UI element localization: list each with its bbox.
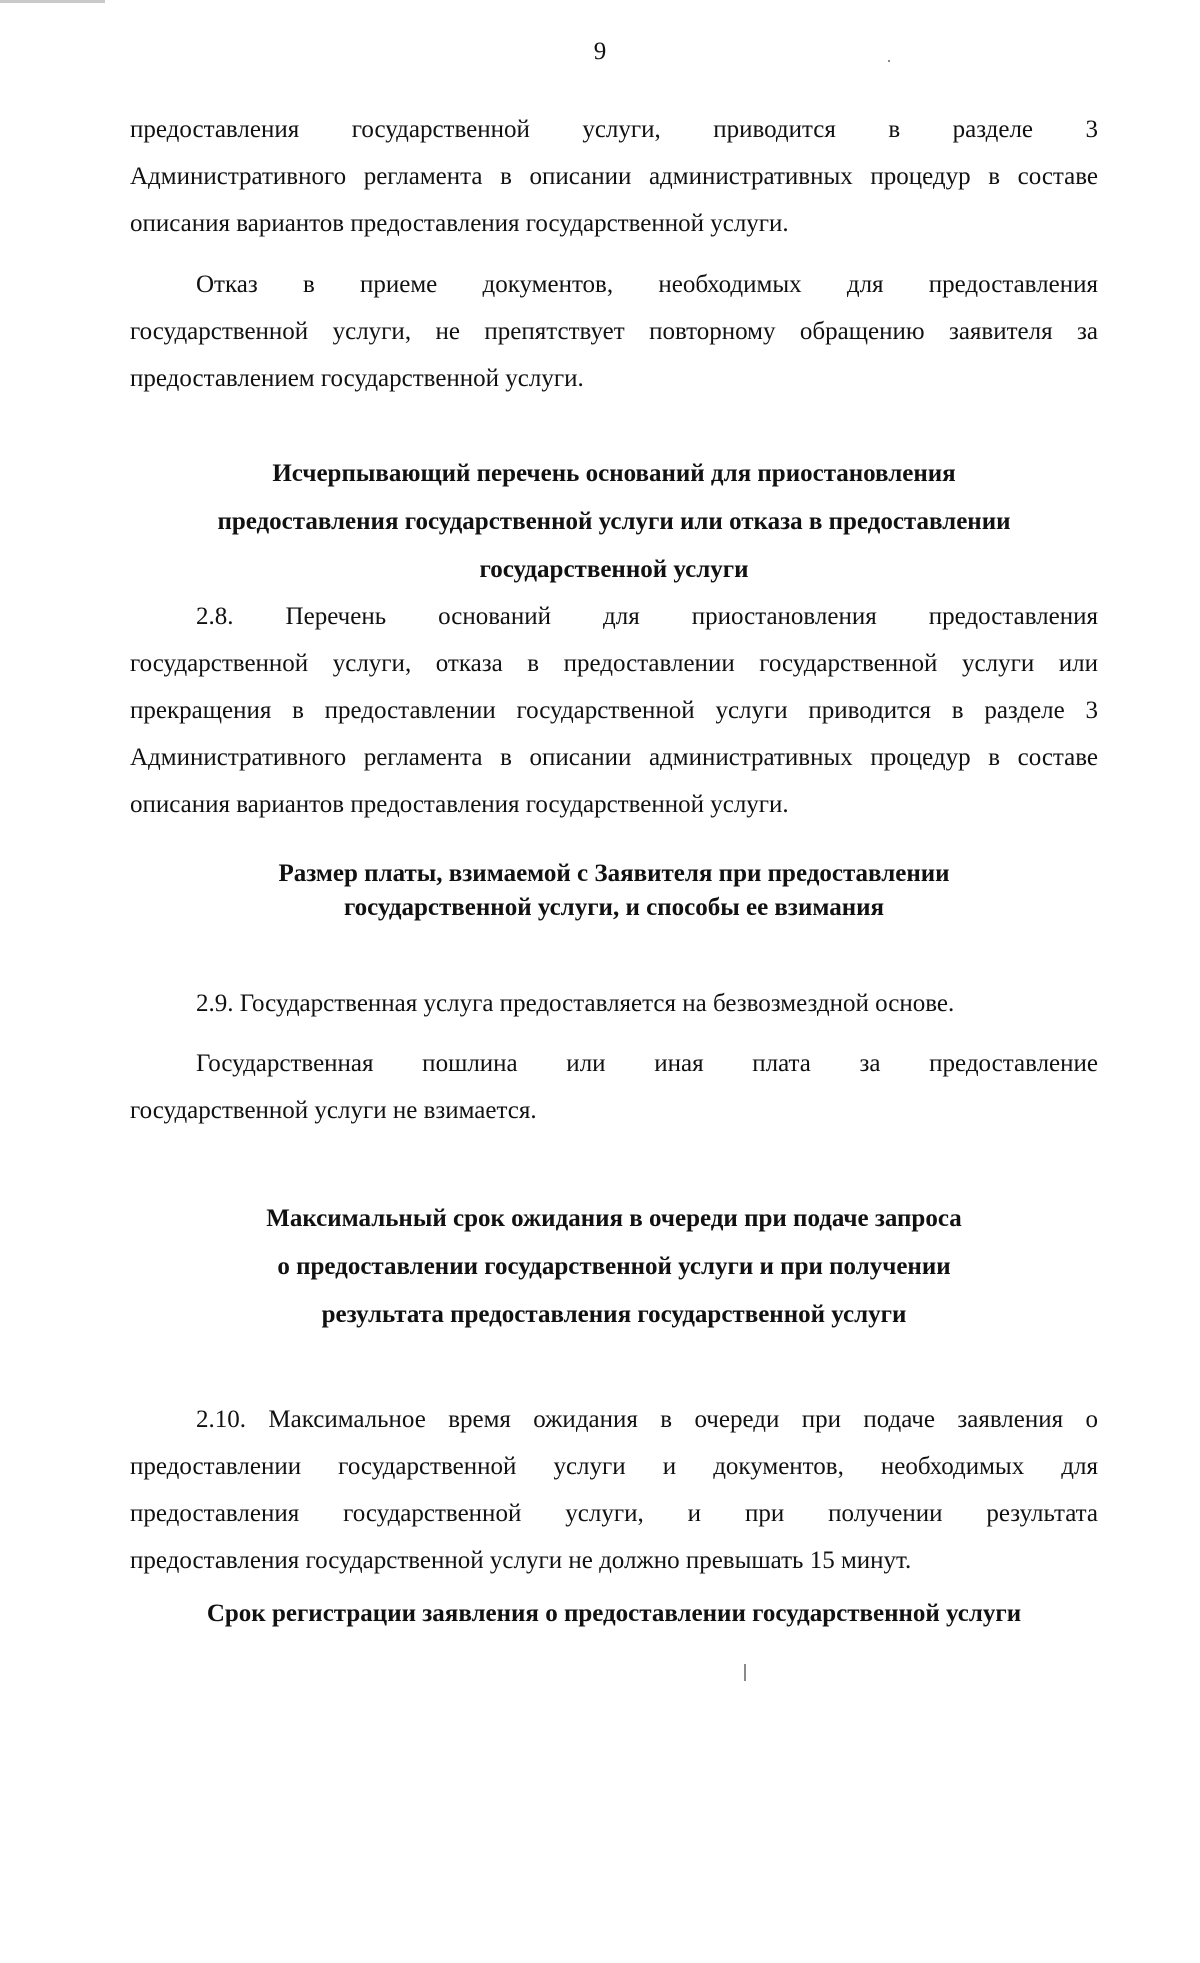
text-line: 2.9. Государственная услуга предоставляется на безвозмездной основе. [196, 990, 955, 1017]
text-line: описания вариантов предоставления государственной услуги. [130, 791, 789, 818]
text-line: 2.8. Перечень оснований для приостановления предоставления [196, 603, 1098, 630]
heading-line: о предоставлении государственной услуги и при получении [277, 1253, 951, 1280]
text-line: Государственная пошлина или иная плата за предоставление [196, 1050, 1098, 1077]
page-number: 9 [593, 38, 607, 65]
text-line: предоставления государственной услуги не должно превышать 15 минут. [130, 1547, 912, 1574]
section-heading [130, 857, 1098, 925]
section-heading [130, 1594, 1098, 1634]
scan-edge-mark [0, 0, 105, 3]
text-line: Административного регламента в описании административных процедур в составе [130, 744, 1098, 771]
text-line: государственной услуги не взимается. [130, 1097, 537, 1124]
text-line: прекращения в предоставлении государственной услуги приводится в разделе 3 [130, 697, 1098, 724]
text-line: предоставлением государственной услуги. [130, 365, 584, 392]
text-line: 2.10. Максимальное время ожидания в очереди при подаче заявления о [196, 1406, 1098, 1433]
paragraph-continuation [130, 106, 1098, 247]
text-line: предоставления государственной услуги, и при получении результата [130, 1500, 1098, 1527]
heading-line: государственной услуги, и способы ее взимания [343, 894, 885, 921]
paragraph-fee [130, 1040, 1098, 1134]
heading-line: Максимальный срок ожидания в очереди при подаче запроса [266, 1205, 962, 1232]
heading-line: государственной услуги [479, 556, 749, 583]
paragraph-2-10 [130, 1396, 1098, 1584]
heading-line: предоставления государственной услуги или отказа в предоставлении [217, 508, 1011, 535]
heading-line: Размер платы, взимаемой с Заявителя при предоставлении [278, 860, 950, 887]
text-line: описания вариантов предоставления государственной услуги. [130, 210, 789, 237]
heading-line: результата предоставления государственной услуги [321, 1301, 907, 1328]
heading-line: Исчерпывающий перечень оснований для приостановления [272, 460, 956, 487]
heading-line: Срок регистрации заявления о предоставлении государственной услуги [206, 1600, 1022, 1627]
paragraph-2-8 [130, 593, 1098, 828]
text-line: Административного регламента в описании административных процедур в составе [130, 163, 1098, 190]
scan-tick-mark [744, 1664, 746, 1681]
text-line: государственной услуги, отказа в предоставлении государственной услуги или [130, 650, 1098, 677]
text-line: предоставления государственной услуги, приводится в разделе 3 [130, 116, 1098, 143]
section-heading [130, 1195, 1098, 1339]
paragraph-2-9 [130, 980, 1098, 1027]
text-line: Отказ в приеме документов, необходимых для предоставления [196, 271, 1098, 298]
text-line: предоставлении государственной услуги и документов, необходимых для [130, 1453, 1098, 1480]
text-line: государственной услуги, не препятствует повторному обращению заявителя за [130, 318, 1098, 345]
section-heading [130, 450, 1098, 594]
paragraph-refusal [130, 261, 1098, 402]
